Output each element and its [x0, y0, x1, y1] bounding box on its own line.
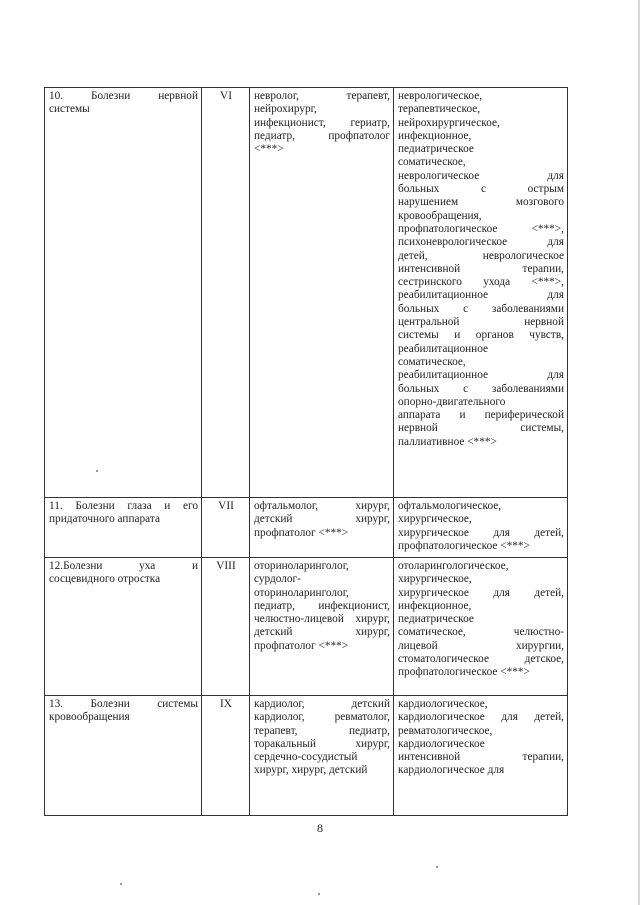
- cell-line: профпатолог <***>: [254, 526, 349, 539]
- cell-line: кардиологическое: [398, 737, 485, 750]
- cell-line: больных с острым: [398, 183, 564, 196]
- icd-class-cell: IX: [202, 696, 250, 816]
- departments-cell: [394, 558, 568, 696]
- cell-line: неврологическое для: [398, 169, 564, 182]
- cell-line: кардиолог, детский: [254, 698, 390, 710]
- cell-line: нервной системы,: [398, 422, 564, 435]
- cell-line: 11. Болезни глаза и его: [49, 500, 198, 512]
- cell-line: реабилитационное для: [398, 369, 564, 382]
- icd-class-cell: VI: [202, 88, 250, 498]
- disease-profile-cell: [45, 696, 202, 816]
- cell-line: опорно-двигательного: [398, 395, 506, 408]
- cell-line: нейрохирург,: [254, 103, 317, 116]
- disease-profile-cell: [45, 558, 202, 696]
- cell-line: системы и органов чувств,: [398, 329, 564, 342]
- cell-line: оториноларинголог,: [254, 560, 349, 572]
- disease-profile-table: [44, 87, 568, 816]
- cell-line: соматическое,: [398, 156, 466, 169]
- cell-line: ревматологическое,: [398, 724, 493, 737]
- cell-line: детей, неврологическое: [398, 249, 564, 262]
- cell-line: интенсивной терапии,: [398, 751, 564, 764]
- cell-line: центральной нервной: [398, 316, 564, 329]
- cell-line: детский хирург,: [254, 513, 390, 526]
- cell-line: терапевт, педиатр,: [254, 724, 390, 737]
- specialists-cell: [250, 88, 394, 498]
- cell-line: кардиолог, ревматолог,: [254, 711, 390, 724]
- cell-line: хирургическое,: [398, 573, 472, 586]
- cell-line: хирургическое,: [398, 513, 472, 526]
- cell-line: кардиологическое,: [398, 698, 488, 710]
- scan-speck: [96, 470, 98, 472]
- cell-line: лицевой хирургии,: [398, 639, 564, 652]
- cell-line: хирург, хирург, детский: [254, 764, 368, 777]
- cell-line: офтальмологическое,: [398, 500, 502, 512]
- disease-profile-cell: [45, 498, 202, 558]
- cell-line: кардиологическое для детей,: [398, 711, 564, 724]
- cell-line: 13. Болезни системы: [49, 698, 198, 710]
- cell-line: профпатолог <***>: [254, 639, 349, 652]
- cell-line: паллиативное <***>: [398, 435, 497, 448]
- cell-line: торакальный хирург,: [254, 737, 390, 750]
- cell-line: больных с заболеваниями: [398, 382, 564, 395]
- departments-cell: [394, 696, 568, 816]
- cell-line: педиатрическое: [398, 143, 474, 156]
- table-row: [45, 88, 568, 498]
- cell-line: отоларингологическое,: [398, 560, 509, 572]
- cell-line: системы: [49, 103, 90, 116]
- cell-line: инфекционное,: [398, 599, 472, 612]
- cell-line: педиатрическое: [398, 613, 474, 626]
- cell-line: соматическое,: [398, 355, 466, 368]
- cell-line: нейрохирургическое,: [398, 116, 500, 129]
- cell-line: челюстно-лицевой хирург,: [254, 613, 390, 626]
- page-number: 8: [317, 821, 323, 835]
- cell-line: реабилитационное для: [398, 289, 564, 302]
- disease-profile-cell: [45, 88, 202, 498]
- cell-line: невролог, терапевт,: [254, 90, 390, 102]
- cell-line: 12.Болезни уха и: [49, 560, 198, 572]
- icd-class-cell: VII: [202, 498, 250, 558]
- scan-speck: [436, 866, 438, 868]
- table-row: [45, 696, 568, 816]
- cell-line: терапевтическое,: [398, 103, 481, 116]
- cell-line: хирургическое для детей,: [398, 586, 564, 599]
- cell-line: сурдолог-: [254, 573, 301, 586]
- cell-line: придаточного аппарата: [49, 513, 160, 526]
- cell-line: кровообращения,: [398, 209, 482, 222]
- cell-line: профпатологическое <***>: [398, 539, 530, 552]
- cell-line: сердечно-сосудистый: [254, 751, 358, 764]
- cell-line: интенсивной терапии,: [398, 262, 564, 275]
- cell-line: стоматологическое детское,: [398, 653, 564, 666]
- cell-line: офтальмолог, хирург,: [254, 500, 390, 512]
- table-row: [45, 498, 568, 558]
- cell-line: неврологическое,: [398, 90, 483, 102]
- table-row: [45, 558, 568, 696]
- cell-line: больных с заболеваниями: [398, 302, 564, 315]
- departments-cell: [394, 88, 568, 498]
- specialists-cell: [250, 558, 394, 696]
- specialists-cell: [250, 696, 394, 816]
- cell-line: детский хирург,: [254, 626, 390, 639]
- cell-line: профпатологическое <***>: [398, 666, 530, 679]
- scan-speck: [318, 893, 320, 895]
- cell-line: аппарата и периферической: [398, 409, 564, 422]
- departments-cell: [394, 498, 568, 558]
- cell-line: сестринского ухода <***>,: [398, 276, 564, 289]
- scan-speck: [120, 883, 122, 885]
- cell-line: психоневрологическое для: [398, 236, 564, 249]
- cell-line: реабилитационное: [398, 342, 489, 355]
- cell-line: педиатр, профпатолог: [254, 129, 390, 142]
- cell-line: педиатр, инфекционист,: [254, 599, 390, 612]
- cell-line: кардиологическое для: [398, 764, 505, 777]
- cell-line: профпатологическое <***>,: [398, 222, 564, 235]
- cell-line: оториноларинголог,: [254, 586, 349, 599]
- cell-line: сосцевидного отростка: [49, 573, 161, 586]
- cell-line: <***>: [254, 143, 284, 156]
- cell-line: инфекционист, гериатр,: [254, 116, 390, 129]
- cell-line: 10. Болезни нервной: [49, 90, 198, 102]
- cell-line: соматическое, челюстно-: [398, 626, 564, 639]
- specialists-cell: [250, 498, 394, 558]
- cell-line: инфекционное,: [398, 129, 472, 142]
- cell-line: нарушением мозгового: [398, 196, 564, 209]
- cell-line: кровообращения: [49, 711, 130, 724]
- icd-class-cell: VIII: [202, 558, 250, 696]
- cell-line: хирургическое для детей,: [398, 526, 564, 539]
